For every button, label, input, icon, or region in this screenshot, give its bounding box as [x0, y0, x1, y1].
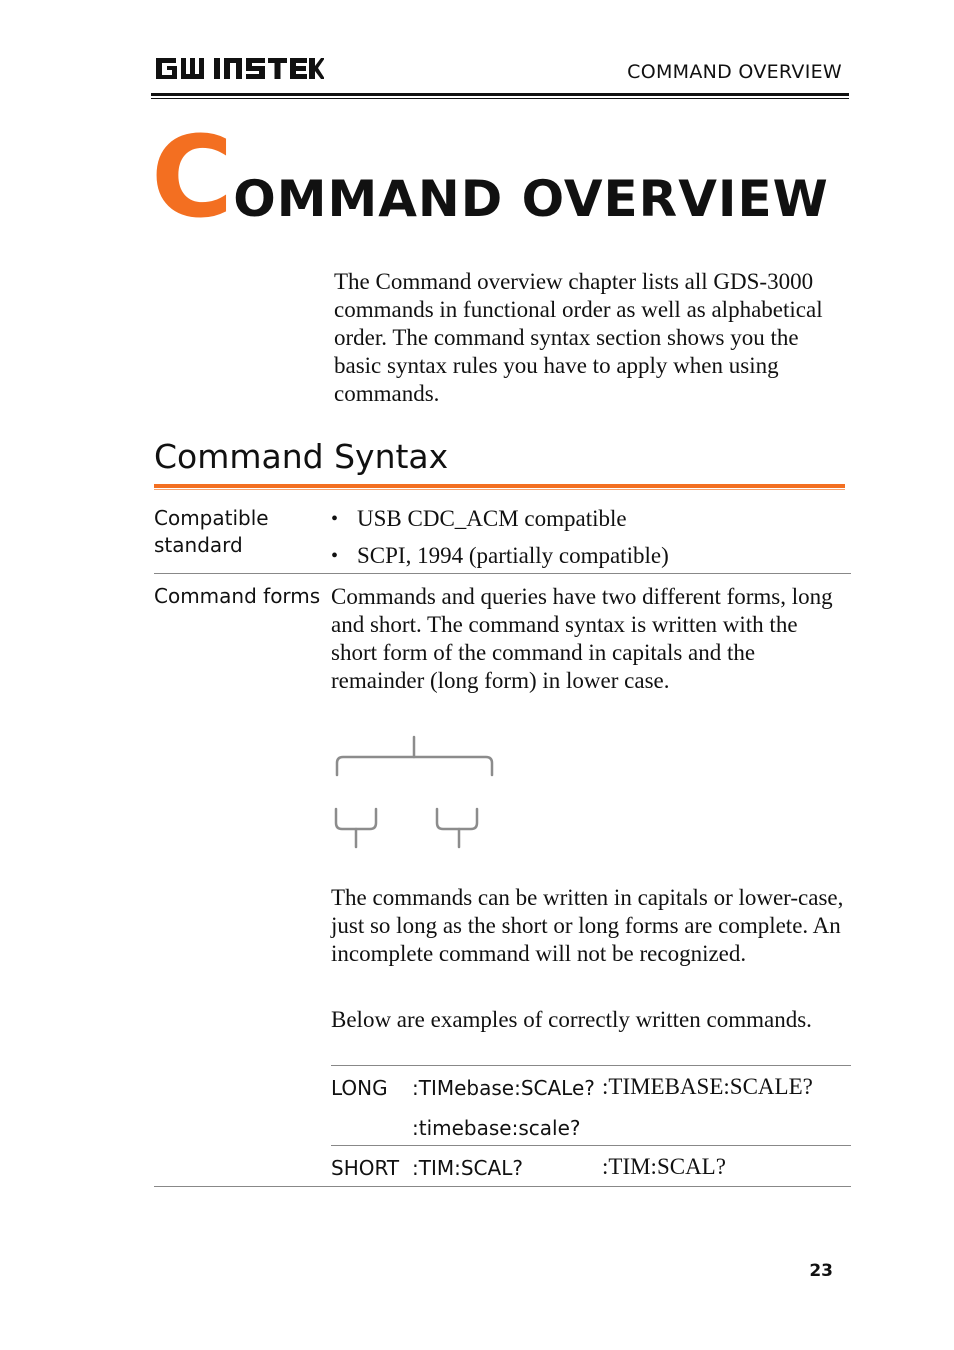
header-rule	[151, 93, 849, 96]
long-label: LONG	[331, 1076, 388, 1100]
chapter-title	[151, 113, 829, 243]
chapter-title-rest: OMMAND OVERVIEW	[233, 170, 829, 228]
list-item: • SCPI, 1994 (partially compatible)	[331, 542, 846, 570]
command-forms-label: Command forms	[154, 584, 321, 608]
long-example-c: :timebase:scale?	[412, 1116, 581, 1140]
command-form-bracket-diagram	[330, 733, 500, 853]
chapter-initial: C	[151, 113, 234, 243]
row-divider	[154, 573, 851, 574]
section-rule-shadow	[154, 489, 845, 490]
compatible-standard-list	[331, 505, 846, 579]
section-title: Command Syntax	[154, 437, 449, 476]
command-forms-para2: The commands can be written in capitals or lower-case, just so long as the short or long forms are complete. An incomplete command will not be recognized.	[331, 885, 844, 966]
header-rule-thin	[151, 98, 849, 99]
command-forms-para1: Commands and queries have two different forms, long and short. The command syntax is written with the short form of the command in capitals and the remainder (long form) in lower case.	[331, 584, 833, 693]
short-example-b: :TIM:SCAL?	[602, 1154, 726, 1179]
command-forms-para3: Below are examples of correctly written commands.	[331, 1007, 812, 1032]
section-rule	[154, 484, 845, 488]
list-item: • USB CDC_ACM compatible	[331, 505, 846, 533]
long-example-b: :TIMEBASE:SCALE?	[602, 1074, 813, 1099]
compatible-standard-label: Compatible standard	[154, 506, 269, 557]
examples-divider-top	[331, 1065, 851, 1066]
gw-instek-logo	[154, 54, 324, 84]
examples-divider-mid	[331, 1145, 851, 1146]
row-divider-bottom	[154, 1186, 851, 1187]
long-example-a: :TIMebase:SCALe?	[412, 1076, 595, 1100]
chapter-intro: The Command overview chapter lists all GDS-3000 commands in functional order as well as alphabetical order. The command syntax section shows you the basic syntax rules you have to apply when using commands.	[334, 269, 823, 406]
page-number: 23	[809, 1261, 833, 1281]
header-section-title: COMMAND OVERVIEW	[627, 61, 842, 83]
short-example-a: :TIM:SCAL?	[412, 1156, 523, 1180]
short-label: SHORT	[331, 1156, 400, 1180]
